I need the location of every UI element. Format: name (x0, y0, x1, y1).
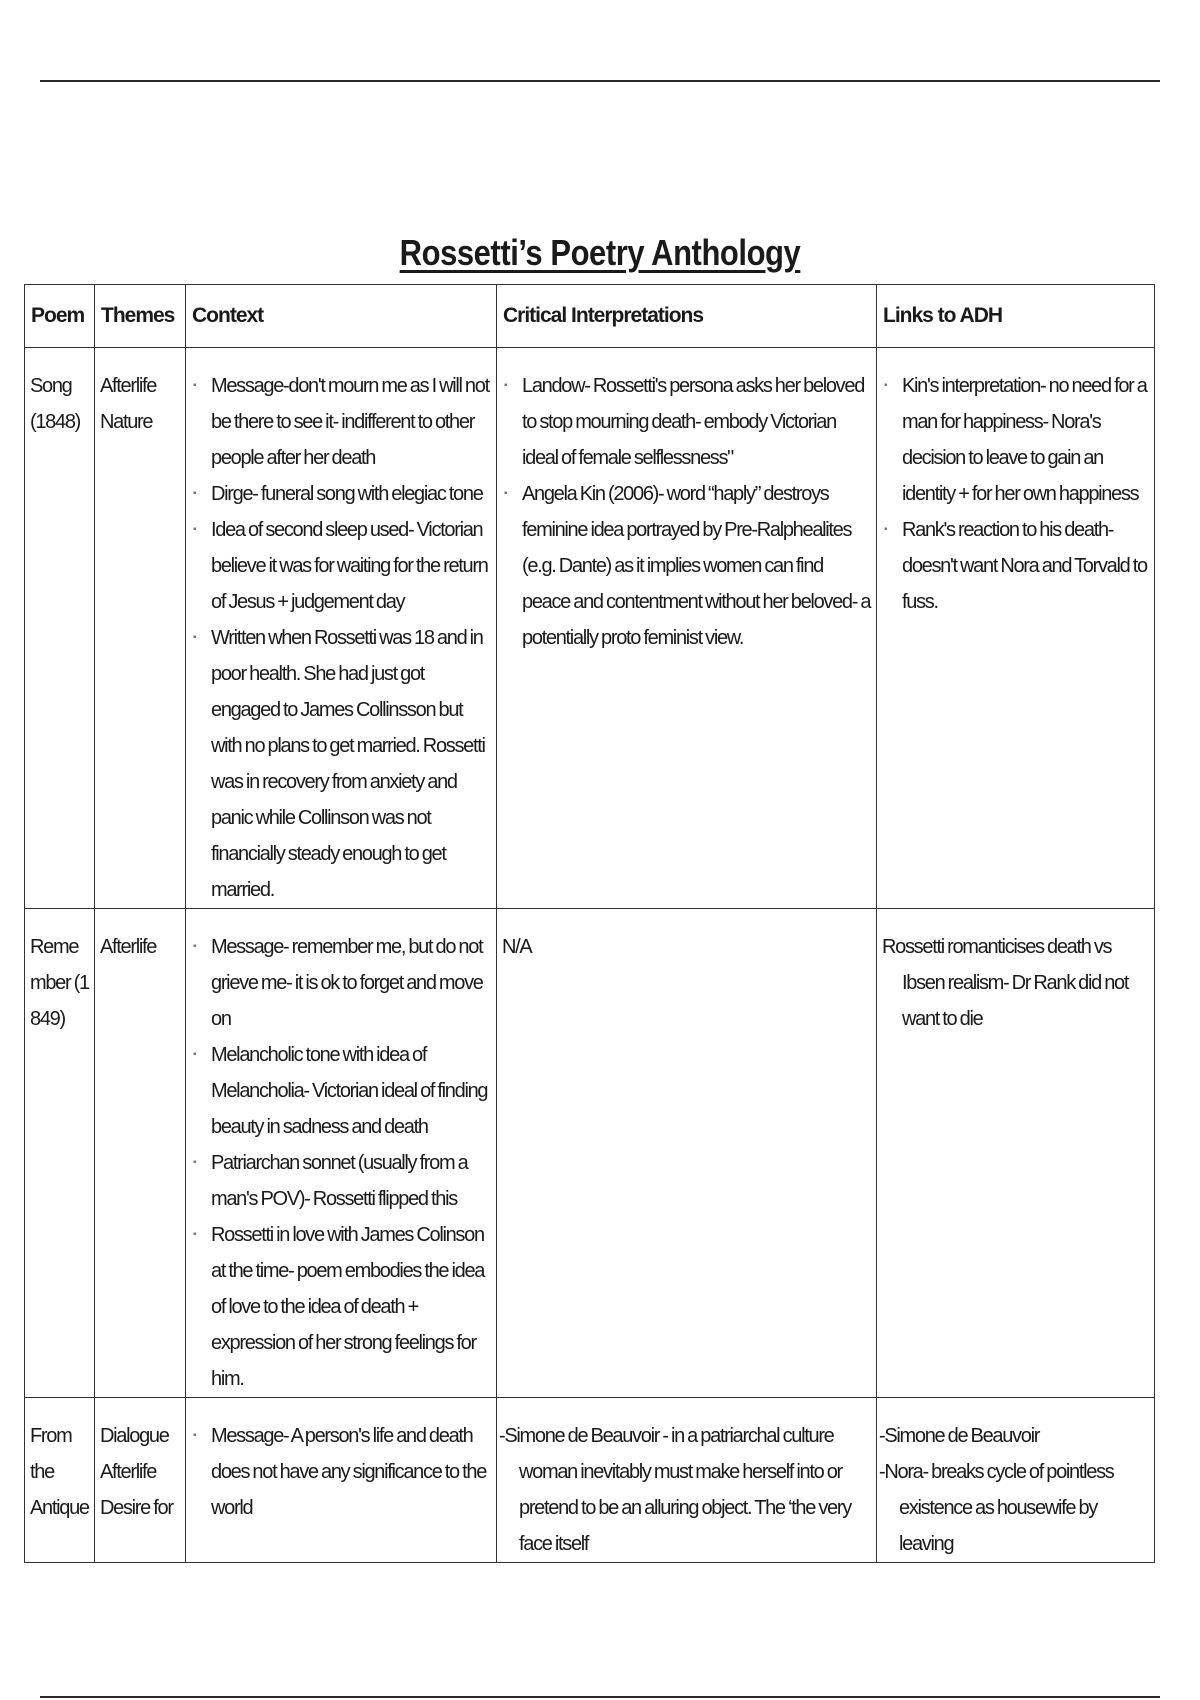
context-cell (186, 1398, 497, 1563)
context-bullet: ▪ Patriarchan sonnet (usually from a man's POV)- Rossetti flipped this (191, 1145, 491, 1217)
top-rule (40, 80, 1160, 82)
context-list (191, 368, 491, 908)
context-bullet: ▪ Dirge- funeral song with elegiac tone (191, 476, 491, 512)
context-bullet: ▪ Written when Rossetti was 18 and in poor health. She had just got engaged to James Collinsson but with no plans to get married. Rossetti was in recovery from anxiety and panic while Collinson was not financially steady enough to get married. (191, 620, 491, 908)
critical-text: -Simone de Beauvoir - in a patriarchal culture woman inevitably must make herself into or pretend to be an alluring object. The ‘the very face itself (499, 1425, 851, 1555)
themes-cell (95, 1398, 186, 1563)
poem-title: From the Antique (30, 1425, 89, 1519)
context-list (191, 929, 491, 1397)
critical-cell (497, 1398, 877, 1563)
context-bullet: ▪ Melancholic tone with idea of Melancholia- Victorian ideal of finding beauty in sadness and death (191, 1037, 491, 1145)
critical-bullet: ▪ Angela Kin (2006)- word “haply” destroys feminine idea portrayed by Pre-Ralphealites (e.g. Dante) as it implies women can find peace and contentment without her beloved- a potentially proto feminist view. (502, 476, 871, 656)
context-bullet: ▪ Message- remember me, but do not grieve me- it is ok to forget and move on (191, 929, 491, 1037)
themes-cell (95, 348, 186, 909)
poem-cell (25, 348, 95, 909)
poem-title: Song (1848) (30, 375, 81, 433)
links-bullet: ▪ Rank's reaction to his death- doesn't want Nora and Torvald to fuss. (882, 512, 1149, 620)
theme-item: Afterlife (100, 375, 157, 397)
table-row (25, 1398, 1155, 1563)
theme-item: Nature (100, 411, 153, 433)
links-text: Rossetti romanticises death vs Ibsen realism- Dr Rank did not want to die (882, 936, 1129, 1030)
theme-item: Desire for (100, 1497, 173, 1519)
critical-cell (497, 909, 877, 1398)
critical-list (502, 368, 871, 656)
poem-title: Remember (1849) (30, 936, 89, 1030)
header-context: Context (186, 285, 497, 348)
bottom-rule (40, 1696, 1160, 1698)
context-cell (186, 909, 497, 1398)
header-links: Links to ADH (877, 285, 1155, 348)
links-list (882, 368, 1149, 620)
table-row (25, 909, 1155, 1398)
context-bullet: ▪ Message- A person's life and death does not have any significance to the world (191, 1418, 491, 1526)
context-bullet: ▪ Message-don't mourn me as I will not be there to see it- indifferent to other people after her death (191, 368, 491, 476)
header-themes: Themes (95, 285, 186, 348)
themes-cell (95, 909, 186, 1398)
table-row (25, 348, 1155, 909)
links-cell (877, 909, 1155, 1398)
poem-cell (25, 1398, 95, 1563)
context-cell (186, 348, 497, 909)
page-title: Rossetti’s Poetry Anthology (399, 232, 801, 274)
links-cell (877, 348, 1155, 909)
critical-bullet: ▪ Landow- Rossetti's persona asks her beloved to stop mourning death- embody Victorian ideal of female selflessness" (502, 368, 871, 476)
theme-item: Afterlife (100, 936, 157, 958)
links-line: -Simone de Beauvoir (879, 1425, 1040, 1447)
header-critical: Critical Interpretations (497, 285, 877, 348)
anthology-table (24, 284, 1155, 1563)
header-poem: Poem (25, 285, 95, 348)
theme-item: Dialogue (100, 1425, 169, 1447)
critical-text: N/A (502, 936, 532, 958)
context-list (191, 1418, 491, 1526)
links-line: -Nora- breaks cycle of pointless existence as housewife by leaving (879, 1461, 1114, 1555)
theme-item: Afterlife (100, 1461, 157, 1483)
header-row (25, 285, 1155, 348)
poem-cell (25, 909, 95, 1398)
links-cell (877, 1398, 1155, 1563)
critical-cell (497, 348, 877, 909)
context-bullet: ▪ Idea of second sleep used- Victorian believe it was for waiting for the return of Jesus + judgement day (191, 512, 491, 620)
context-bullet: ▪ Rossetti in love with James Colinson at the time- poem embodies the idea of love to the idea of death + expression of her strong feelings for him. (191, 1217, 491, 1397)
links-bullet: ▪ Kin's interpretation- no need for a man for happiness- Nora's decision to leave to gain an identity + for her own happiness (882, 368, 1149, 512)
